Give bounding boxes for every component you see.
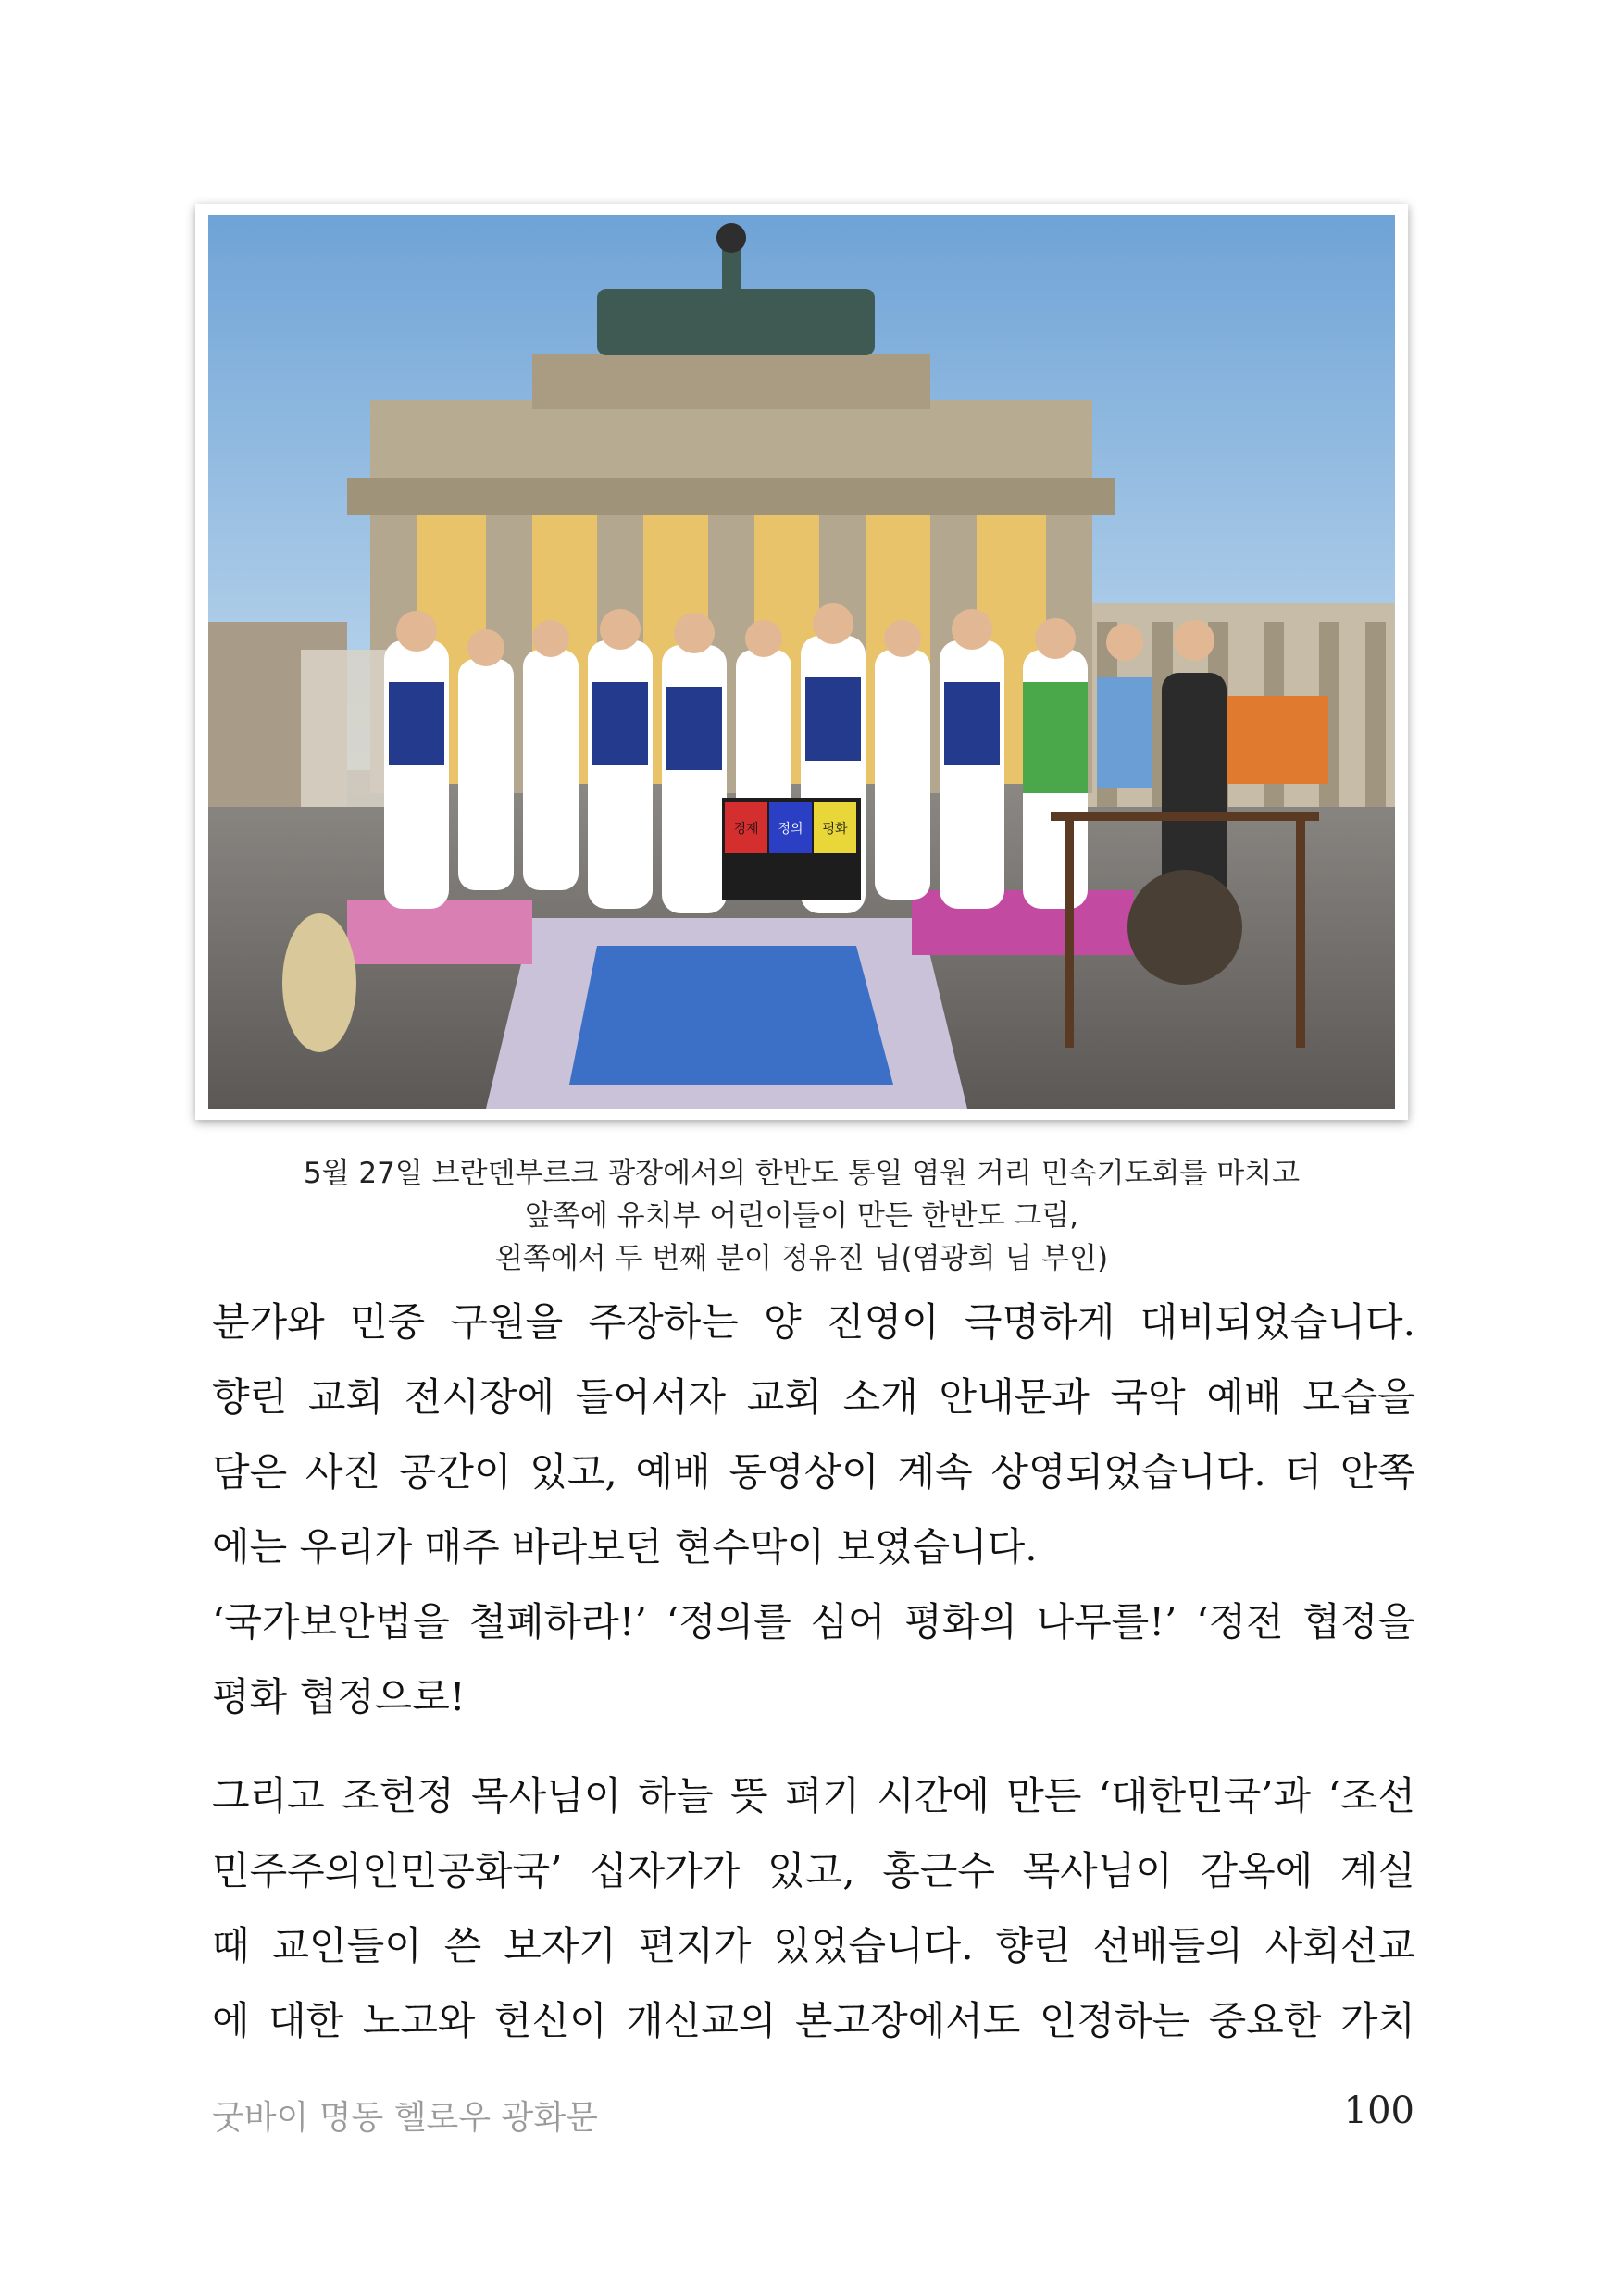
caption-line: 왼쪽에서 두 번째 분이 정유진 님(염광희 님 부인) [494, 1242, 1109, 1275]
text-line: ‘국가보안법을 철폐하라!’ ‘정의를 심어 평화의 나무를!’ ‘정전 협정을 [212, 1599, 1415, 1644]
text-line: 분가와 민중 구원을 주장하는 양 진영이 극명하게 대비되었습니다. [212, 1299, 1415, 1345]
floor-painting-left [347, 900, 532, 964]
banner-word-3: 평화 [822, 822, 848, 837]
text-line: 향린 교회 전시장에 들어서자 교회 소개 안내문과 국악 예배 모습을 [212, 1374, 1415, 1420]
page-number: 100 [1343, 2090, 1414, 2132]
banner-word-2: 정의 [778, 822, 803, 837]
text-line: 그리고 조헌정 목사님이 하늘 뜻 펴기 시간에 만든 ‘대한민국’과 ‘조선 [212, 1773, 1415, 1818]
photo-caption [195, 1152, 1408, 1280]
text-line: 때 교인들이 쓴 보자기 편지가 있었습니다. 향린 선배들의 사회선교 [212, 1923, 1415, 1968]
text-line: 담은 사진 공간이 있고, 예배 동영상이 계속 상영되었습니다. 더 안쪽 [212, 1449, 1415, 1495]
photo-frame [195, 204, 1408, 1120]
caption-line: 앞쪽에 유치부 어린이들이 만든 한반도 그림, [524, 1199, 1079, 1233]
paragraph-2 [212, 1758, 1415, 2058]
brandenburg-gate-photo [208, 215, 1395, 1109]
gate-attic [370, 400, 1092, 483]
banner-word-1: 경제 [733, 822, 759, 837]
caption-line: 5월 27일 브란덴부르크 광장에서의 한반도 통일 염원 거리 민속기도회를 마치고 [303, 1157, 1301, 1190]
text-line: 민주주의인민공화국’ 십자가가 있고, 홍근수 목사님이 감옥에 계실 [212, 1848, 1416, 1893]
text-line: 에는 우리가 매주 바라보던 현수막이 보였습니다. [212, 1524, 1038, 1570]
paragraph-1 [212, 1285, 1415, 1734]
footer-book-title: 굿바이 명동 헬로우 광화문 [212, 2099, 598, 2137]
gate-cornice [347, 478, 1115, 515]
gate-attic-top [532, 354, 930, 409]
text-line: 에 대한 노고와 헌신이 개신교의 본고장에서도 인정하는 중요한 가치 [212, 1998, 1415, 2043]
text-line: 평화 협정으로! [212, 1674, 466, 1719]
photo-illustration [208, 215, 1395, 1109]
drum [282, 913, 356, 1052]
